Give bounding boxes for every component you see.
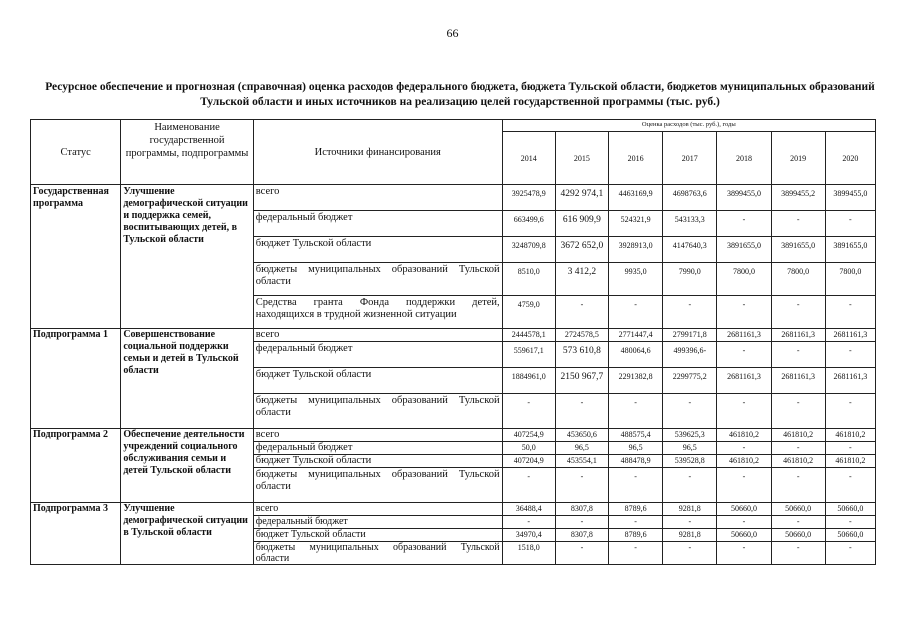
- amount-cell: -: [663, 468, 717, 503]
- amount-cell: -: [771, 211, 825, 237]
- amount-cell: -: [609, 296, 663, 329]
- amount-cell: 7990,0: [663, 263, 717, 296]
- amount-cell: 573 610,8: [555, 342, 608, 368]
- header-status: Статус: [31, 120, 121, 185]
- amount-cell: 461810,2: [825, 429, 875, 442]
- amount-cell: -: [502, 394, 555, 429]
- amount-cell: 407204,9: [502, 455, 555, 468]
- header-sources: Источники финансирования: [253, 120, 502, 185]
- amount-cell: 616 909,9: [555, 211, 608, 237]
- amount-cell: 453650,6: [555, 429, 608, 442]
- funding-source: бюджеты муниципальных образований Тульской области: [253, 468, 502, 503]
- program-name: Улучшение демографической ситуации и поддержка семей, воспитывающих детей, в Тульской области: [121, 185, 253, 329]
- amount-cell: 50660,0: [771, 503, 825, 516]
- amount-cell: -: [555, 516, 608, 529]
- program-name: Обеспечение деятельности учреждений социального обслуживания семьи и детей Тульской области: [121, 429, 253, 503]
- amount-cell: -: [502, 516, 555, 529]
- header-year: 2019: [771, 132, 825, 185]
- amount-cell: 50660,0: [825, 529, 875, 542]
- amount-cell: 3899455,2: [771, 185, 825, 211]
- amount-cell: 3248709,8: [502, 237, 555, 263]
- amount-cell: 488575,4: [609, 429, 663, 442]
- header-year: 2018: [717, 132, 771, 185]
- amount-cell: 2681161,3: [825, 368, 875, 394]
- amount-cell: 2681161,3: [771, 368, 825, 394]
- amount-cell: 50660,0: [771, 529, 825, 542]
- amount-cell: -: [717, 516, 771, 529]
- amount-cell: 36488,4: [502, 503, 555, 516]
- program-status: Подпрограмма 1: [31, 329, 121, 429]
- amount-cell: 2799171,8: [663, 329, 717, 342]
- program-name: Совершенствование социальной поддержки семьи и детей в Тульской области: [121, 329, 253, 429]
- table-row: [31, 429, 876, 442]
- table-row: [31, 329, 876, 342]
- amount-cell: 2681161,3: [717, 329, 771, 342]
- amount-cell: 3891655,0: [825, 237, 875, 263]
- amount-cell: 50,0: [502, 442, 555, 455]
- amount-cell: 461810,2: [717, 429, 771, 442]
- amount-cell: -: [717, 296, 771, 329]
- amount-cell: 461810,2: [771, 455, 825, 468]
- amount-cell: -: [609, 468, 663, 503]
- amount-cell: 1884961,0: [502, 368, 555, 394]
- amount-cell: 34970,4: [502, 529, 555, 542]
- funding-source: федеральный бюджет: [253, 516, 502, 529]
- amount-cell: 3891655,0: [717, 237, 771, 263]
- amount-cell: 407254,9: [502, 429, 555, 442]
- amount-cell: 663499,6: [502, 211, 555, 237]
- amount-cell: 539528,8: [663, 455, 717, 468]
- funding-source: бюджеты муниципальных образований Тульской области: [253, 263, 502, 296]
- funding-source: бюджеты муниципальных образований Тульской области: [253, 394, 502, 429]
- amount-cell: 2771447,4: [609, 329, 663, 342]
- amount-cell: -: [717, 442, 771, 455]
- program-name: Улучшение демографической ситуации в Тульской области: [121, 503, 253, 565]
- header-year: 2020: [825, 132, 875, 185]
- amount-cell: 1518,0: [502, 542, 555, 565]
- table-row: [31, 503, 876, 516]
- amount-cell: 50660,0: [717, 503, 771, 516]
- amount-cell: 2681161,3: [717, 368, 771, 394]
- header-year: 2016: [609, 132, 663, 185]
- program-status: Подпрограмма 2: [31, 429, 121, 503]
- funding-source: федеральный бюджет: [253, 211, 502, 237]
- funding-source: федеральный бюджет: [253, 342, 502, 368]
- amount-cell: 50660,0: [825, 503, 875, 516]
- amount-cell: -: [555, 468, 608, 503]
- amount-cell: 3672 652,0: [555, 237, 608, 263]
- amount-cell: -: [771, 342, 825, 368]
- page-number: 66: [446, 26, 459, 40]
- amount-cell: 3899455,0: [717, 185, 771, 211]
- amount-cell: -: [663, 296, 717, 329]
- amount-cell: 8789,6: [609, 503, 663, 516]
- program-status: Государственная программа: [31, 185, 121, 329]
- amount-cell: 4147640,3: [663, 237, 717, 263]
- funding-source: Средства гранта Фонда поддержки детей, находящихся в трудной жизненной ситуации: [253, 296, 502, 329]
- amount-cell: 3 412,2: [555, 263, 608, 296]
- amount-cell: 8307,8: [555, 529, 608, 542]
- amount-cell: 543133,3: [663, 211, 717, 237]
- amount-cell: 2681161,3: [825, 329, 875, 342]
- budget-table: [30, 119, 876, 565]
- program-status: Подпрограмма 3: [31, 503, 121, 565]
- amount-cell: -: [825, 468, 875, 503]
- funding-source: бюджеты муниципальных образований Тульской области: [253, 542, 502, 565]
- amount-cell: 9281,8: [663, 529, 717, 542]
- funding-source: всего: [253, 503, 502, 516]
- amount-cell: 3928913,0: [609, 237, 663, 263]
- amount-cell: 96,5: [609, 442, 663, 455]
- amount-cell: -: [771, 542, 825, 565]
- funding-source: всего: [253, 429, 502, 442]
- header-name: Наименование государственной программы, подпрограммы: [121, 120, 253, 185]
- table-body: [31, 185, 876, 565]
- amount-cell: 3899455,0: [825, 185, 875, 211]
- table-row: [31, 185, 876, 211]
- amount-cell: -: [609, 516, 663, 529]
- amount-cell: 7800,0: [825, 263, 875, 296]
- amount-cell: 7800,0: [717, 263, 771, 296]
- funding-source: бюджет Тульской области: [253, 368, 502, 394]
- amount-cell: 488478,9: [609, 455, 663, 468]
- header-year: 2015: [555, 132, 608, 185]
- amount-cell: 2150 967,7: [555, 368, 608, 394]
- amount-cell: 96,5: [663, 442, 717, 455]
- amount-cell: 2681161,3: [771, 329, 825, 342]
- amount-cell: 453554,1: [555, 455, 608, 468]
- funding-source: бюджет Тульской области: [253, 455, 502, 468]
- amount-cell: -: [825, 516, 875, 529]
- amount-cell: -: [771, 442, 825, 455]
- amount-cell: -: [771, 468, 825, 503]
- amount-cell: 461810,2: [771, 429, 825, 442]
- amount-cell: 8789,6: [609, 529, 663, 542]
- funding-source: федеральный бюджет: [253, 442, 502, 455]
- funding-source: всего: [253, 185, 502, 211]
- amount-cell: -: [555, 542, 608, 565]
- amount-cell: 461810,2: [717, 455, 771, 468]
- amount-cell: 4698763,6: [663, 185, 717, 211]
- amount-cell: 2444578,1: [502, 329, 555, 342]
- amount-cell: -: [825, 342, 875, 368]
- amount-cell: -: [663, 516, 717, 529]
- amount-cell: -: [717, 342, 771, 368]
- amount-cell: 2291382,8: [609, 368, 663, 394]
- funding-source: всего: [253, 329, 502, 342]
- funding-source: бюджет Тульской области: [253, 529, 502, 542]
- header-year: 2014: [502, 132, 555, 185]
- amount-cell: -: [663, 394, 717, 429]
- amount-cell: 539625,3: [663, 429, 717, 442]
- amount-cell: 50660,0: [717, 529, 771, 542]
- amount-cell: 559617,1: [502, 342, 555, 368]
- document-title: Ресурсное обеспечение и прогнозная (справочная) оценка расходов федерального бюджета, бюджета Тульской области, бюджетов муниципальных образований Тульской области и иных источников на реализацию целей государственной программы (тыс. руб.): [45, 81, 875, 108]
- amount-cell: 9281,8: [663, 503, 717, 516]
- amount-cell: -: [825, 442, 875, 455]
- amount-cell: -: [609, 542, 663, 565]
- amount-cell: -: [771, 296, 825, 329]
- amount-cell: 8510,0: [502, 263, 555, 296]
- amount-cell: -: [717, 394, 771, 429]
- amount-cell: 8307,8: [555, 503, 608, 516]
- amount-cell: 461810,2: [825, 455, 875, 468]
- amount-cell: 3925478,9: [502, 185, 555, 211]
- header-estimate: Оценка расходов (тыс. руб.), годы: [502, 120, 875, 132]
- amount-cell: -: [609, 394, 663, 429]
- amount-cell: -: [663, 542, 717, 565]
- amount-cell: 2299775,2: [663, 368, 717, 394]
- amount-cell: 7800,0: [771, 263, 825, 296]
- amount-cell: -: [555, 296, 608, 329]
- amount-cell: -: [717, 468, 771, 503]
- amount-cell: 4759,0: [502, 296, 555, 329]
- amount-cell: 499396,6-: [663, 342, 717, 368]
- amount-cell: 524321,9: [609, 211, 663, 237]
- amount-cell: -: [825, 542, 875, 565]
- amount-cell: 2724578,5: [555, 329, 608, 342]
- amount-cell: -: [717, 542, 771, 565]
- amount-cell: -: [717, 211, 771, 237]
- amount-cell: 480064,6: [609, 342, 663, 368]
- amount-cell: 3891655,0: [771, 237, 825, 263]
- amount-cell: -: [825, 211, 875, 237]
- amount-cell: 96,5: [555, 442, 608, 455]
- amount-cell: -: [825, 394, 875, 429]
- amount-cell: -: [825, 296, 875, 329]
- amount-cell: -: [771, 394, 825, 429]
- amount-cell: -: [555, 394, 608, 429]
- amount-cell: 4463169,9: [609, 185, 663, 211]
- funding-source: бюджет Тульской области: [253, 237, 502, 263]
- amount-cell: -: [502, 468, 555, 503]
- amount-cell: -: [771, 516, 825, 529]
- amount-cell: 9935,0: [609, 263, 663, 296]
- header-year: 2017: [663, 132, 717, 185]
- amount-cell: 4292 974,1: [555, 185, 608, 211]
